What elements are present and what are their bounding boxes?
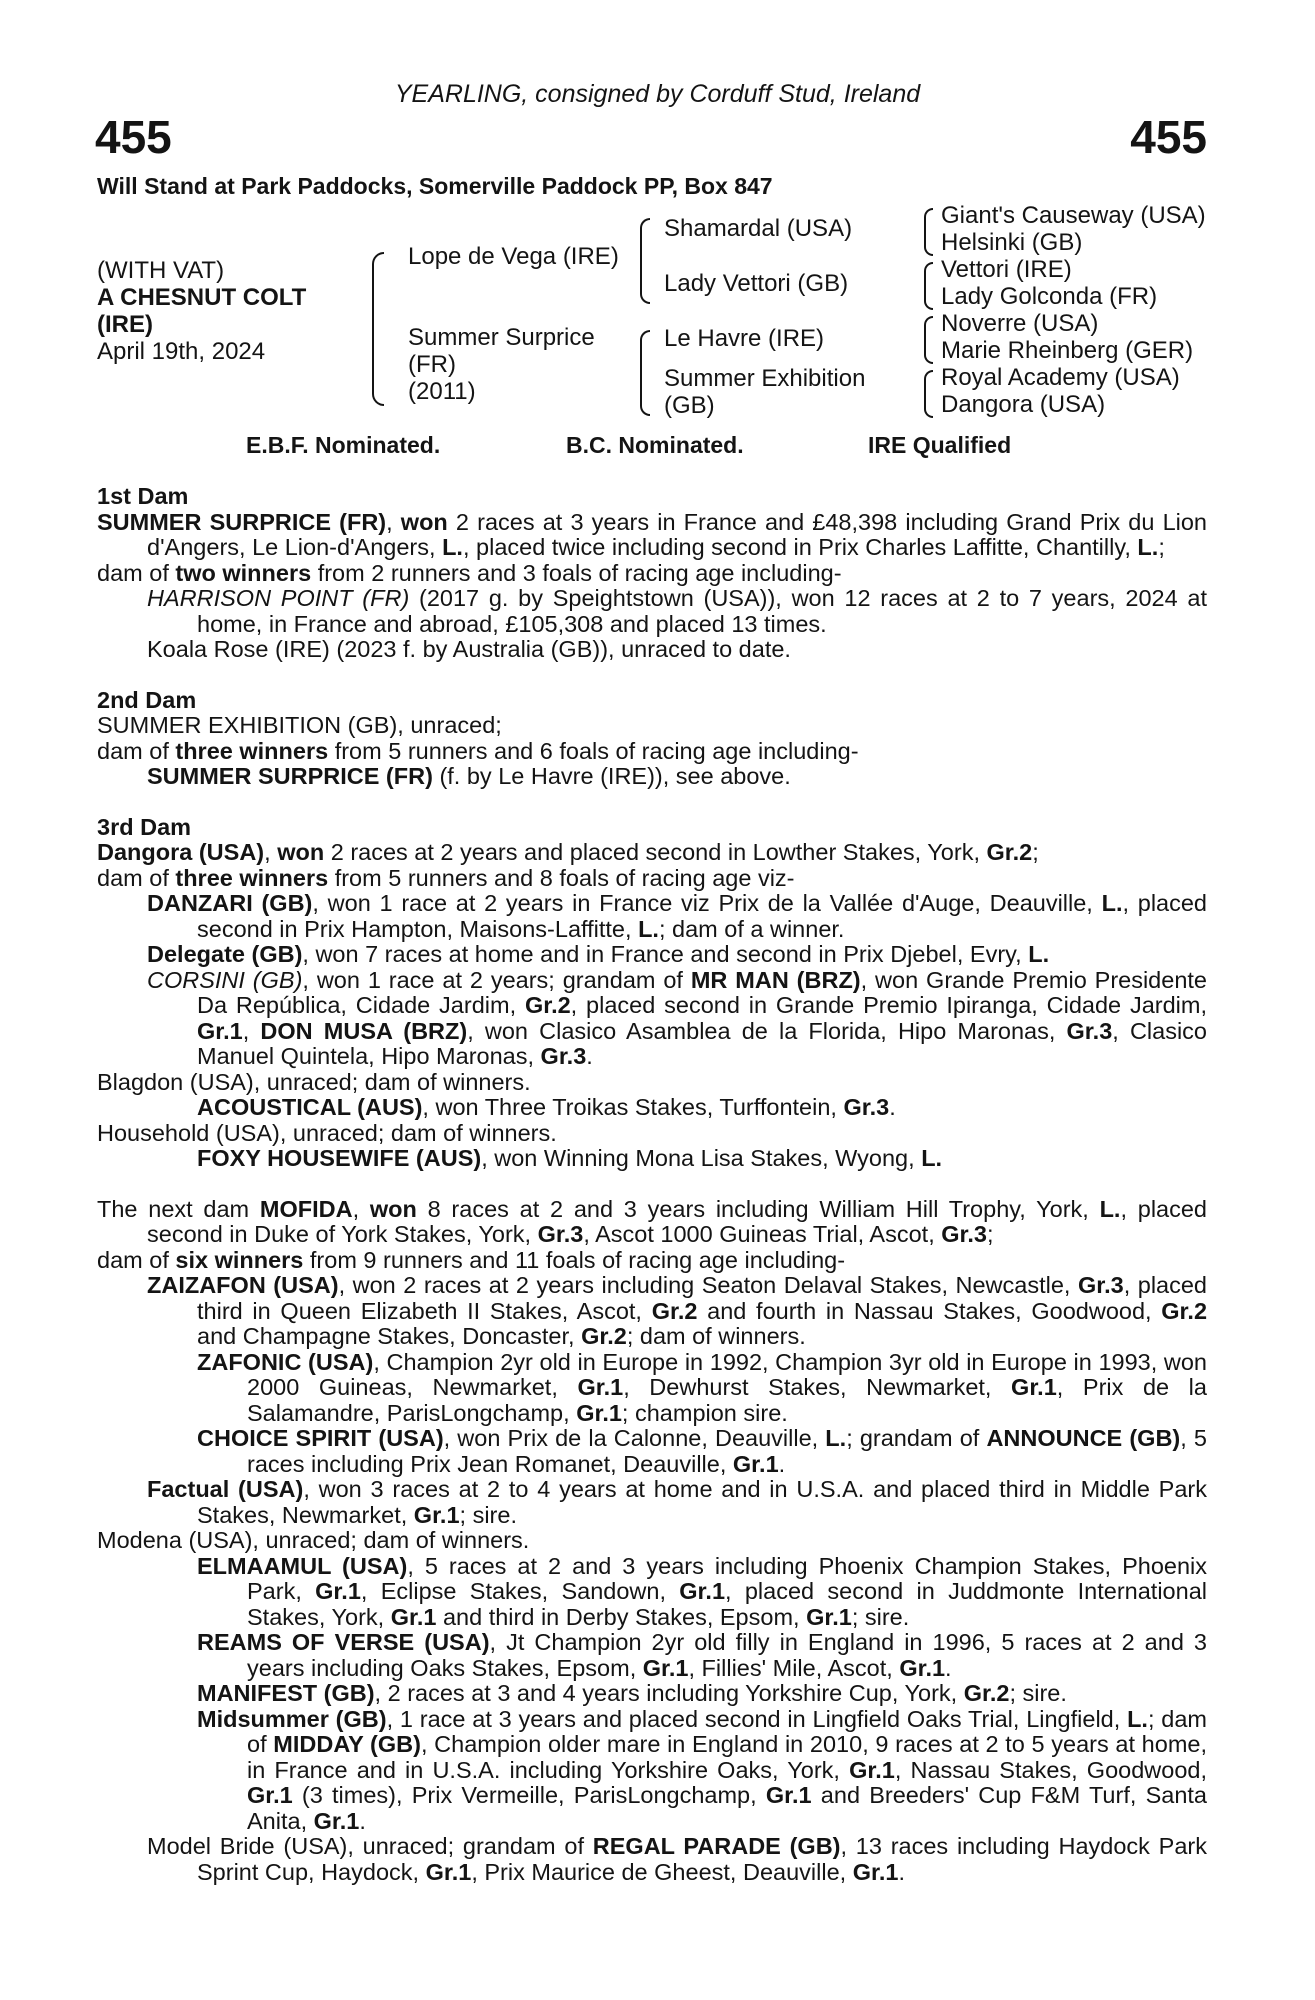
foaling-date: April 19th, 2024 xyxy=(97,338,266,365)
brace xyxy=(924,370,933,418)
brace xyxy=(924,316,933,364)
produce-record xyxy=(97,484,1207,1885)
ancestor-sss: Giant's Causeway (USA) xyxy=(941,202,1206,229)
offspring-entry: Household (USA), unraced; dam of winners. xyxy=(97,1119,557,1146)
sire-dam: Lady Vettori (GB) xyxy=(664,270,849,297)
second-dam-record: SUMMER EXHIBITION (GB), unraced; xyxy=(97,712,502,738)
lot-number-right: 455 xyxy=(1130,111,1207,163)
offspring-entry: CORSINI (GB), won 1 race at 2 years; grandam of MR MAN (BRZ), won Grande Premio Presidente Da República, Cidade Jardim, Gr.2, placed second in Grande Premio Ipiranga, Cidade Jardim, Gr.1, DON MUSA (BRZ), won Clasico Asamblea de la Florida, Hipo Maronas, Gr.3, Clasico Manuel Quintela, Hipo Maronas, Gr.3. xyxy=(147,966,1207,1069)
grandoffspring-entry: Midsummer (GB), 1 race at 3 years and placed second in Lingfield Oaks Trial, Lingfield, L.; dam of MIDDAY (GB), Champion older mare in England in 2010, 9 races at 2 to 5 years at home, in France and in U.S.A. including Yorkshire Oaks, York, Gr.1, Nassau Stakes, Goodwood, Gr.1 (3 times), Prix Vermeille, ParisLongchamp, Gr.1 and Breeders' Cup F&M Turf, Santa Anita, Gr.1. xyxy=(197,1705,1207,1834)
offspring-entry: Modena (USA), unraced; dam of winners. xyxy=(97,1527,530,1553)
grandoffspring-entry: ZAFONIC (USA), Champion 2yr old in Europe in 1992, Champion 3yr old in Europe in 1993, won 2000 Guineas, Newmarket, Gr.1, Dewhurst Stakes, Newmarket, Gr.1, Prix de la Salamandre, ParisLongchamp, Gr.1; champion sire. xyxy=(197,1348,1207,1426)
dam-line2: (FR) xyxy=(408,351,456,378)
ire-status: IRE Qualified xyxy=(868,432,1012,458)
grandoffspring-entry: FOXY HOUSEWIFE (AUS), won Winning Mona Lisa Stakes, Wyong, L. xyxy=(197,1145,943,1171)
second-dam-produce-summary: dam of three winners from 5 runners and 6 foals of racing age including- xyxy=(97,737,859,764)
sire-sire: Shamardal (USA) xyxy=(664,215,853,242)
offspring-entry: Blagdon (USA), unraced; dam of winners. xyxy=(97,1068,531,1095)
third-dam-produce-summary: dam of three winners from 5 runners and 8 foals of racing age viz- xyxy=(97,864,795,891)
ancestor-sds: Vettori (IRE) xyxy=(941,256,1072,283)
offspring-entry: Koala Rose (IRE) (2023 f. by Australia (GB)), unraced to date. xyxy=(147,636,791,662)
stand-location: Will Stand at Park Paddocks, Somerville Paddock PP, Box 847 xyxy=(97,173,773,199)
next-dam-produce-summary: dam of six winners from 9 runners and 11 foals of racing age including- xyxy=(97,1246,846,1273)
horse-name: A CHESNUT COLT xyxy=(97,284,307,311)
ancestor-ddd: Dangora (USA) xyxy=(941,391,1106,418)
next-dam-record: The next dam MOFIDA, won 8 races at 2 and 3 years including William Hill Trophy, York, L., placed second in Duke of York Stakes, York, Gr.3, Ascot 1000 Guineas Trial, Ascot, Gr.3; xyxy=(97,1195,1207,1247)
brace xyxy=(640,330,650,416)
sire: Lope de Vega (IRE) xyxy=(408,243,619,270)
third-dam-record: Dangora (USA), won 2 races at 2 years and placed second in Lowther Stakes, York, Gr.2; xyxy=(97,839,1039,865)
first-dam-heading: 1st Dam xyxy=(97,483,189,509)
offspring-entry: DANZARI (GB), won 1 race at 2 years in France viz Prix de la Vallée d'Auge, Deauville, L., placed second in Prix Hampton, Maisons-Laffitte, L.; dam of a winner. xyxy=(147,890,1208,942)
offspring-entry: Delegate (GB), won 7 races at home and in France and second in Prix Djebel, Evry, L. xyxy=(147,941,1050,967)
ebf-status: E.B.F. Nominated. xyxy=(246,432,441,458)
offspring-entry: ZAIZAFON (USA), won 2 races at 2 years including Seaton Delaval Stakes, Newcastle, Gr.3, placed third in Queen Elizabeth II Stakes, Ascot, Gr.2 and fourth in Nassau Stakes, Goodwood, Gr.2 and Champagne Stakes, Doncaster, Gr.2; dam of winners. xyxy=(147,1272,1208,1349)
dam-line1: Summer Surprice xyxy=(408,324,595,351)
dam-dam-line2: (GB) xyxy=(664,392,715,419)
brace xyxy=(372,252,384,406)
third-dam-heading: 3rd Dam xyxy=(97,813,192,840)
brace xyxy=(924,208,933,256)
brace xyxy=(924,262,933,310)
ancestor-dsd: Marie Rheinberg (GER) xyxy=(941,337,1194,364)
ancestor-ssd: Helsinki (GB) xyxy=(941,229,1083,256)
lot-number-left: 455 xyxy=(95,111,172,163)
grandoffspring-entry: ELMAAMUL (USA), 5 races at 2 and 3 years including Phoenix Champion Stakes, Phoenix Park, Gr.1, Eclipse Stakes, Sandown, Gr.1, placed second in Juddmonte International Stakes, York, Gr.1 and third in Derby Stakes, Epsom, Gr.1; sire. xyxy=(197,1552,1208,1630)
bc-status: B.C. Nominated. xyxy=(566,432,744,458)
second-dam-heading: 2nd Dam xyxy=(97,686,197,713)
dam-line3: (2011) xyxy=(408,378,476,405)
grandoffspring-entry: CHOICE SPIRIT (USA), won Prix de la Calonne, Deauville, L.; grandam of ANNOUNCE (GB), 5 races including Prix Jean Romanet, Deauville, Gr.1. xyxy=(197,1425,1207,1477)
grandoffspring-entry: MANIFEST (GB), 2 races at 3 and 4 years including Yorkshire Cup, York, Gr.2; sire. xyxy=(197,1680,1067,1706)
horse-name-country: (IRE) xyxy=(97,311,153,338)
grandoffspring-entry: ACOUSTICAL (AUS), won Three Troikas Stakes, Turffontein, Gr.3. xyxy=(197,1094,896,1120)
offspring-entry: SUMMER SURPRICE (FR) (f. by Le Havre (IRE)), see above. xyxy=(147,763,791,789)
first-dam-produce-summary: dam of two winners from 2 runners and 3 foals of racing age including- xyxy=(97,559,842,586)
consignment-line: YEARLING, consigned by Corduff Stud, Ireland xyxy=(394,80,921,108)
brace xyxy=(640,218,650,304)
vat-note: (WITH VAT) xyxy=(97,257,225,284)
dam-sire: Le Havre (IRE) xyxy=(664,325,825,352)
dam-dam-line1: Summer Exhibition xyxy=(664,365,866,392)
grandoffspring-entry: REAMS OF VERSE (USA), Jt Champion 2yr old filly in England in 1996, 5 races at 2 and 3 years including Oaks Stakes, Epsom, Gr.1, Fillies' Mile, Ascot, Gr.1. xyxy=(197,1629,1207,1681)
offspring-entry: Model Bride (USA), unraced; grandam of REGAL PARADE (GB), 13 races including Haydock Park Sprint Cup, Haydock, Gr.1, Prix Maurice de Gheest, Deauville, Gr.1. xyxy=(147,1833,1207,1885)
first-dam-record: SUMMER SURPRICE (FR), won 2 races at 3 years in France and £48,398 including Grand Prix du Lion d'Angers, Le Lion-d'Angers, L., placed twice including second in Prix Charles Laffitte, Chantilly, L.; xyxy=(97,508,1207,560)
offspring-entry: HARRISON POINT (FR) (2017 g. by Speightstown (USA)), won 12 races at 2 to 7 years, 2024 at home, in France and abroad, £105,308 and placed 13 times. xyxy=(147,585,1208,637)
offspring-entry: Factual (USA), won 3 races at 2 to 4 years at home and in U.S.A. and placed third in Middle Park Stakes, Newmarket, Gr.1; sire. xyxy=(147,1476,1207,1528)
ancestor-dss: Noverre (USA) xyxy=(941,310,1099,337)
ancestor-sdd: Lady Golconda (FR) xyxy=(941,283,1158,310)
ancestor-dds: Royal Academy (USA) xyxy=(941,364,1180,391)
